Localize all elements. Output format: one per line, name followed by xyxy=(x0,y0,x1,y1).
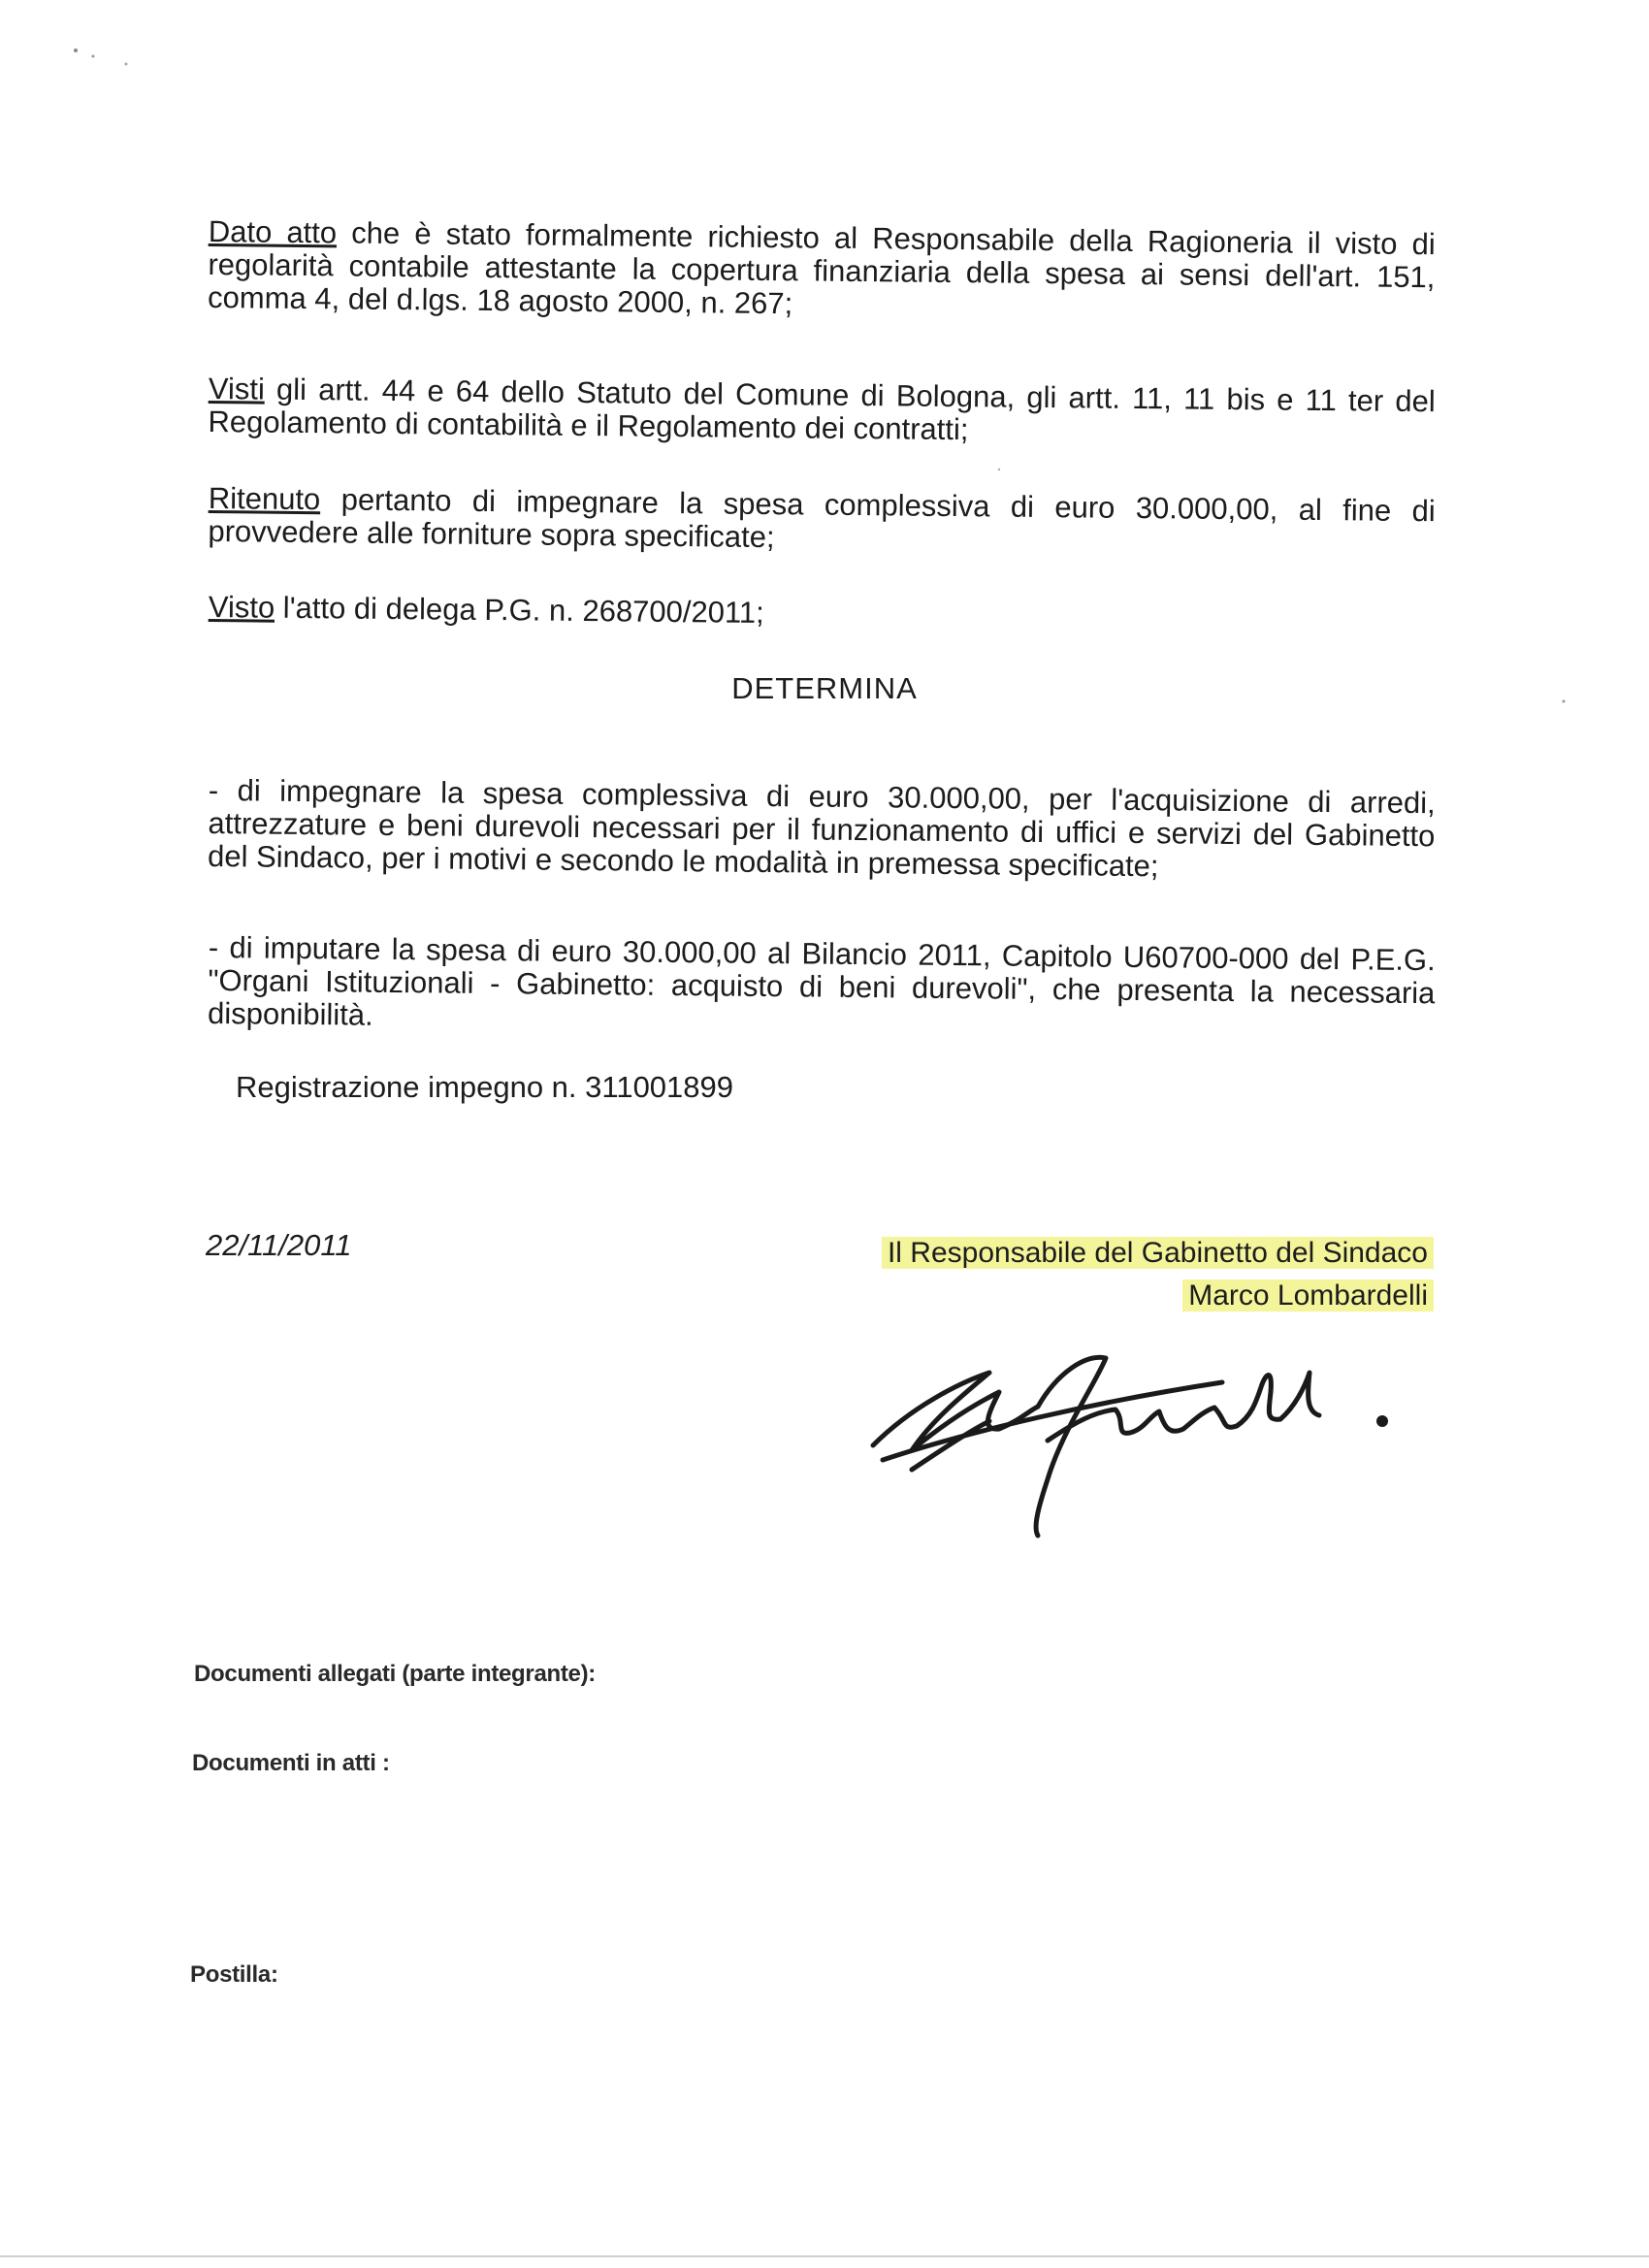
document-date: 22/11/2011 xyxy=(206,1228,352,1262)
paragraph-text: gli artt. 44 e 64 dello Statuto del Comune di Bologna, gli artt. 11, 11 bis e 11 ter del Regolamento di contabilità e il Regolamento dei contratti; xyxy=(208,372,1436,447)
paragraph-ritenuto xyxy=(208,482,1436,561)
paragraph-lead: Dato atto xyxy=(208,214,338,250)
paragraph-visti xyxy=(208,373,1436,451)
paragraph-text: l'atto di delega P.G. n. 268700/2011; xyxy=(274,590,764,630)
paragraph-lead: Visti xyxy=(208,372,266,406)
paragraph-lead: Visto xyxy=(208,590,275,625)
signatory-role: Il Responsabile del Gabinetto del Sindaco xyxy=(882,1237,1434,1269)
signatory-block xyxy=(882,1232,1434,1317)
section-heading: DETERMINA xyxy=(731,671,918,705)
signatory-name: Marco Lombardelli xyxy=(1182,1280,1434,1312)
handwritten-signature xyxy=(854,1314,1436,1547)
paragraph-text: pertanto di impegnare la spesa complessiva di euro 30.000,00, al fine di provvedere alle forniture sopra specificate; xyxy=(208,482,1436,555)
postilla-label: Postilla: xyxy=(190,1961,278,1988)
item-imputare: - di imputare la spesa di euro 30.000,00 al Bilancio 2011, Capitolo U60700-000 del P.E.G. "Organi Istituzionali - Gabinetto: acquisto di beni durevoli", che presenta la necessaria disponibilità. xyxy=(207,930,1436,1032)
paragraph-text: che è stato formalmente richiesto al Responsabile della Ragioneria il visto di regolarità contabile attestante la copertura finanziaria della spesa ai sensi dell'art. 151, comma 4, del d.lgs. 18 agosto 2000, n. 267; xyxy=(207,215,1436,321)
registration-line: Registrazione impegno n. 311001899 xyxy=(236,1070,734,1104)
documents-in-atti-label: Documenti in atti : xyxy=(192,1750,390,1776)
item-impegnare: - di impegnare la spesa complessiva di euro 30.000,00, per l'acquisizione di arredi, attrezzature e beni durevoli necessari per il funzionamento di uffici e servizi del Gabinetto del Sindaco, per i motivi e secondo le modalità in premessa specificate; xyxy=(207,773,1436,884)
paragraph-lead: Ritenuto xyxy=(208,481,321,517)
paragraph-dato-atto xyxy=(208,215,1436,327)
attached-documents-label: Documenti allegati (parte integrante): xyxy=(194,1661,596,1687)
